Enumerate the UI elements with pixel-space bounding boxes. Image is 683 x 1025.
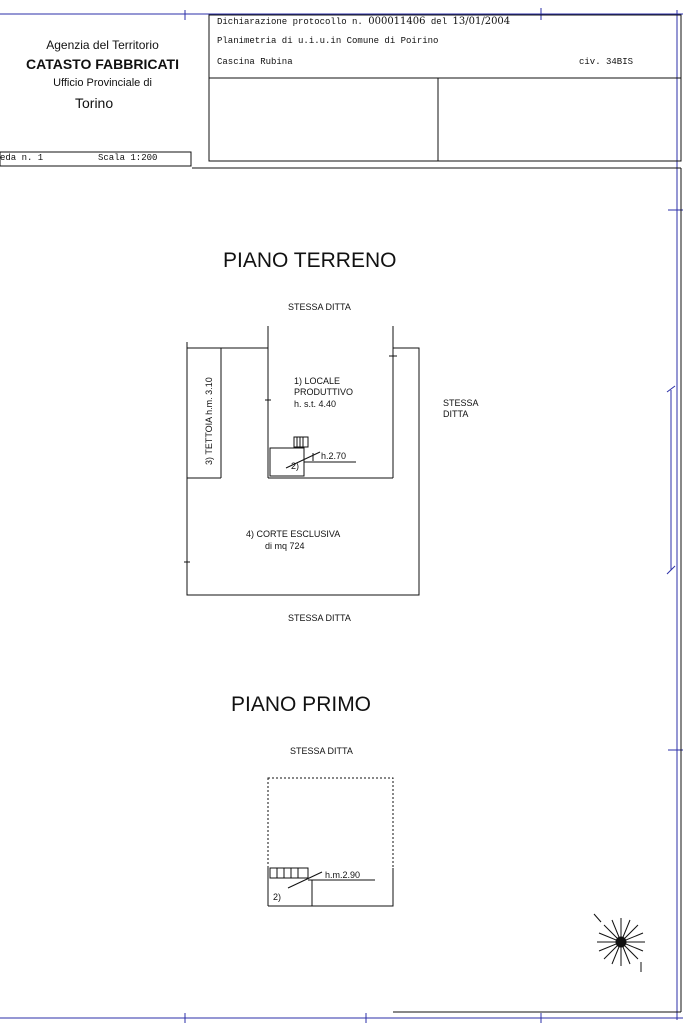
north-arrow-compass-icon bbox=[594, 914, 645, 972]
address: Cascina Rubina bbox=[217, 57, 293, 67]
ground-bottom-neighbor: STESSA DITTA bbox=[288, 613, 351, 623]
office-city: Torino bbox=[75, 95, 114, 111]
first-room2-height: h.m.2.90 bbox=[325, 870, 361, 880]
ground-floor-plan bbox=[184, 326, 419, 595]
room2-height: h.2.70 bbox=[321, 451, 347, 461]
civic-number: civ. 34BIS bbox=[579, 57, 634, 67]
room1-name-line1: 1) LOCALE bbox=[294, 376, 341, 386]
ground-right-neighbor-line1: STESSA bbox=[443, 398, 479, 408]
court-name: 4) CORTE ESCLUSIVA bbox=[246, 529, 341, 539]
scale: Scala 1:200 bbox=[98, 153, 158, 163]
protocol-number: 000011406 bbox=[368, 16, 426, 27]
cadastre-name: CATASTO FABBRICATI bbox=[26, 56, 179, 72]
room2-label: 2) bbox=[291, 461, 300, 471]
protocol-date-prefix: del bbox=[430, 17, 448, 27]
ground-right-neighbor-line2: DITTA bbox=[443, 409, 469, 419]
first-floor-title: PIANO PRIMO bbox=[231, 693, 372, 716]
first-room2-label: 2) bbox=[273, 892, 282, 902]
protocol-date: 13/01/2004 bbox=[452, 16, 511, 27]
ground-floor-title: PIANO TERRENO bbox=[223, 249, 397, 272]
plan-municipality: Planimetria di u.i.u.in Comune di Poirino bbox=[217, 36, 439, 46]
court-area: di mq 724 bbox=[265, 541, 305, 551]
agency-name: Agenzia del Territorio bbox=[46, 38, 159, 52]
first-top-neighbor: STESSA DITTA bbox=[290, 746, 353, 756]
protocol-prefix: Dichiarazione protocollo n. bbox=[217, 17, 363, 27]
canopy-label: 3) TETTOIA h.m. 3.10 bbox=[204, 377, 214, 465]
office-name: Ufficio Provinciale di bbox=[53, 77, 152, 89]
room1-name-line2: PRODUTTIVO bbox=[294, 387, 354, 397]
room1-height: h. s.t. 4.40 bbox=[294, 399, 337, 409]
drawing-border bbox=[0, 15, 681, 1012]
ground-top-neighbor: STESSA DITTA bbox=[288, 302, 351, 312]
sheet-number: eda n. 1 bbox=[0, 153, 44, 163]
protocol-line bbox=[217, 16, 510, 27]
first-floor-plan bbox=[268, 778, 393, 906]
